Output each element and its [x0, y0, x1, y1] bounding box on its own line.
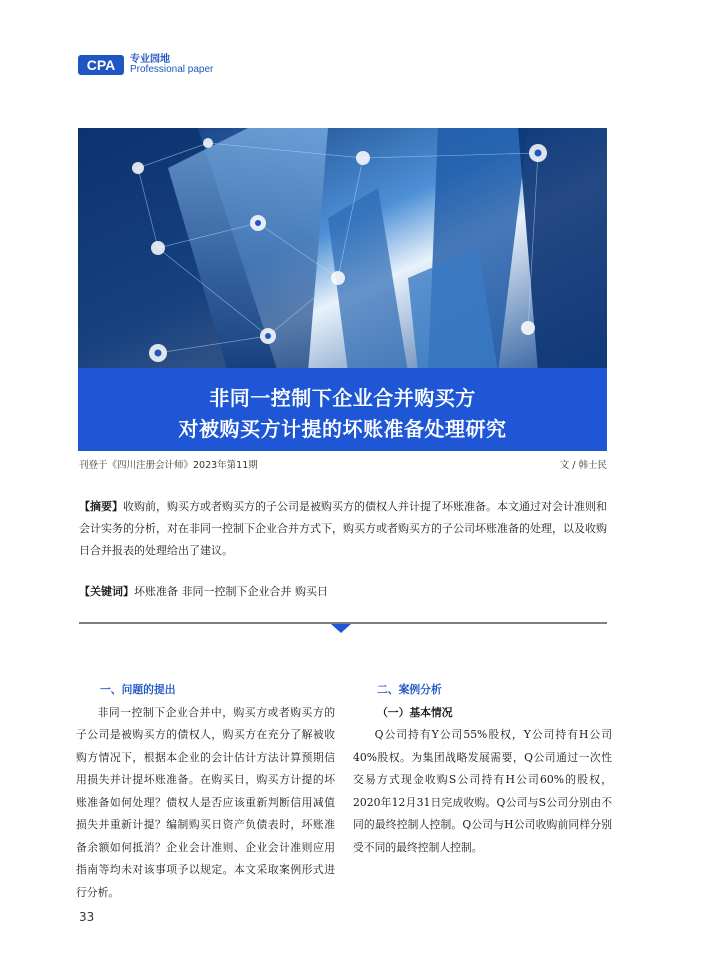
article-title-line1: 非同一控制下企业合并购买方 [209, 386, 476, 410]
keywords [79, 583, 328, 601]
section-heading-2: 二、案例分析 [377, 683, 442, 696]
author-byline: 文 / 韩士民 [559, 460, 607, 471]
left-column [76, 679, 335, 904]
title-band [78, 368, 607, 451]
section-1-paragraph: 非同一控制下企业合并中，购买方或者购买方的子公司是被购买方的债权人，购买方在充分了解被收购方情况下，根据本企业的会计估计方法计算预期信用损失并计提坏账准备。在购买日，购买方计提的坏账准备如何处理？债权人是否应该重新判断信用减值损失并重新计提？编制购买日资产负债表时，坏账准备余额如何抵消？企业会计准则、企业会计准则应用指南等均未对该事项予以规定。本文采取案例形式进行分析。 [76, 705, 335, 899]
journal-header [78, 52, 213, 78]
svg-text:CPA: CPA [86, 57, 116, 73]
abstract-text: 收购前，购买方或者购买方的子公司是被购买方的债权人并计提了坏账准备。本文通过对会计准则和会计实务的分析，对在非同一控制下企业合并方式下，购买方或者购买方的子公司坏账准备的处理，以及收购日合并报表的处理给出了建议。 [79, 500, 607, 557]
divider-marker-icon [331, 624, 351, 633]
keywords-text: 坏账准备 非同一控制下企业合并 购买日 [134, 585, 328, 598]
abstract [79, 496, 607, 562]
header-text [130, 55, 213, 76]
section-2-paragraph: Q公司持有Y公司55%股权，Y公司持有H公司40%股权。为集团战略发展需要，Q公司通过一次性交易方式现金收购S公司持有H公司60%的股权，2020年12月31日完成收购。Q公司与S公司分别由不同的最终控制人控制。Q公司与H公司收购前同样分别受不同的最终控制人控制。 [353, 728, 612, 854]
cpa-logo [78, 53, 124, 77]
keywords-label: 【关键词】 [79, 585, 134, 598]
column-name-en: Professional paper [130, 64, 214, 75]
page-number: 33 [79, 910, 95, 924]
column-name-cn: 专业园地 [130, 53, 170, 65]
subsection-heading: （一）基本情况 [377, 705, 453, 719]
publication-source: 刊登于《四川注册会计师》2023年第11期 [79, 460, 258, 471]
right-column [353, 679, 612, 859]
article-title-line2: 对被购买方计提的坏账准备处理研究 [178, 417, 507, 441]
abstract-label: 【摘要】 [79, 500, 123, 513]
section-heading-1: 一、问题的提出 [100, 683, 176, 696]
hero-image [78, 128, 607, 372]
